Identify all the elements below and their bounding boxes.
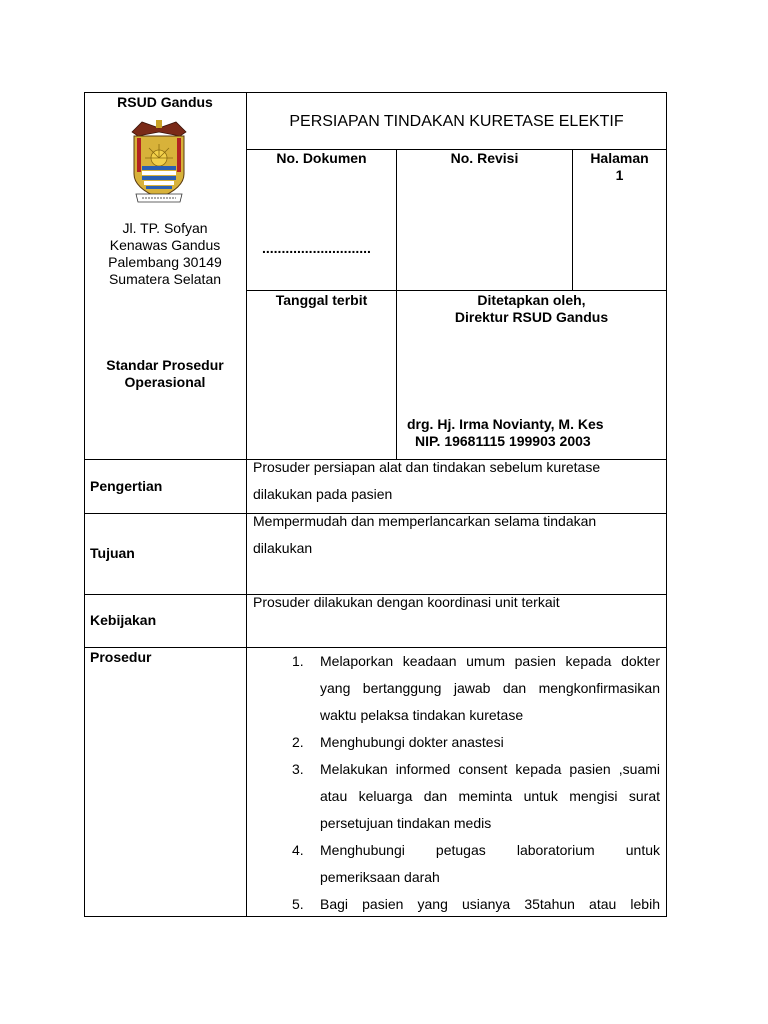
doc-number-label: No. Dokumen: [276, 150, 367, 166]
pengertian-text: Prosuder persiapan alat dan tindakan sebelum kuretase dilakukan pada pasien: [253, 459, 601, 502]
prosedur-label: Prosedur: [90, 649, 152, 665]
prosedur-steps: [292, 648, 660, 918]
hospital-address: [84, 220, 246, 288]
address-line: Kenawas Gandus: [109, 237, 221, 253]
tujuan-text: Mempermudah dan memperlancarkan selama tindakan dilakukan: [253, 513, 597, 556]
page-value: 1: [615, 167, 624, 183]
signer-name: drg. Hj. Irma Novianty, M. Kes: [407, 416, 604, 432]
kebijakan-text: Prosuder dilakukan dengan koordinasi unit terkait: [253, 594, 560, 610]
table-border-top: [84, 92, 667, 93]
pengertian-label: Pengertian: [90, 478, 163, 494]
list-item: 4. Menghubungi petugas laboratorium untuk pemeriksaan darah: [292, 842, 660, 885]
revision-label: No. Revisi: [450, 150, 519, 166]
signer-nip: NIP. 19681115 199903 2003: [415, 433, 591, 449]
approved-by-label: Ditetapkan oleh,: [477, 292, 586, 308]
issue-date-label: Tanggal terbit: [275, 292, 368, 308]
step-text: Bagi pasien yang usianya 35tahun atau lebih: [320, 896, 660, 912]
hospital-name: RSUD Gandus: [117, 94, 213, 110]
document-title: PERSIAPAN TINDAKAN KURETASE ELEKTIF: [289, 113, 624, 130]
step-text: Melakukan informed consent kepada pasien ,suami atau keluarga dan meminta untuk mengisi surat persetujuan tindakan medis: [320, 761, 660, 831]
list-item: 3. Melakukan informed consent kepada pasien ,suami atau keluarga dan meminta untuk mengisi surat persetujuan tindakan medis: [292, 761, 660, 831]
table-border-right: [666, 92, 667, 917]
address-line: Palembang 30149: [108, 254, 222, 270]
tujuan-label: Tujuan: [90, 545, 135, 561]
address-line: Sumatera Selatan: [108, 271, 222, 287]
header-divider: [246, 290, 667, 291]
page-label: Halaman: [590, 150, 649, 166]
sop-label: Standar Prosedur Operasional: [106, 357, 224, 390]
doc-number-value: ............................: [262, 240, 371, 256]
step-text: Menghubungi petugas laboratorium untuk pemeriksaan darah: [320, 842, 660, 885]
table-border-left: [84, 92, 85, 917]
list-item: 5. Bagi pasien yang usianya 35tahun atau lebih: [292, 896, 660, 912]
kebijakan-label: Kebijakan: [90, 612, 157, 628]
list-item: 2. Menghubungi dokter anastesi: [292, 734, 504, 750]
list-item: 1. Melaporkan keadaan umum pasien kepada dokter yang bertanggung jawab dan mengkonfirmasikan waktu pelaksa tindakan kuretase: [292, 653, 660, 723]
step-text: Menghubungi dokter anastesi: [320, 734, 504, 750]
left-column-divider: [246, 92, 247, 917]
palembang-city-crest-icon: [128, 118, 190, 206]
approver-title: Direktur RSUD Gandus: [454, 309, 609, 325]
step-text: Melaporkan keadaan umum pasien kepada dokter yang bertanggung jawab dan mengkonfirmasikan waktu pelaksa tindakan kuretase: [320, 653, 660, 723]
address-line: Jl. TP. Sofyan: [122, 220, 208, 236]
